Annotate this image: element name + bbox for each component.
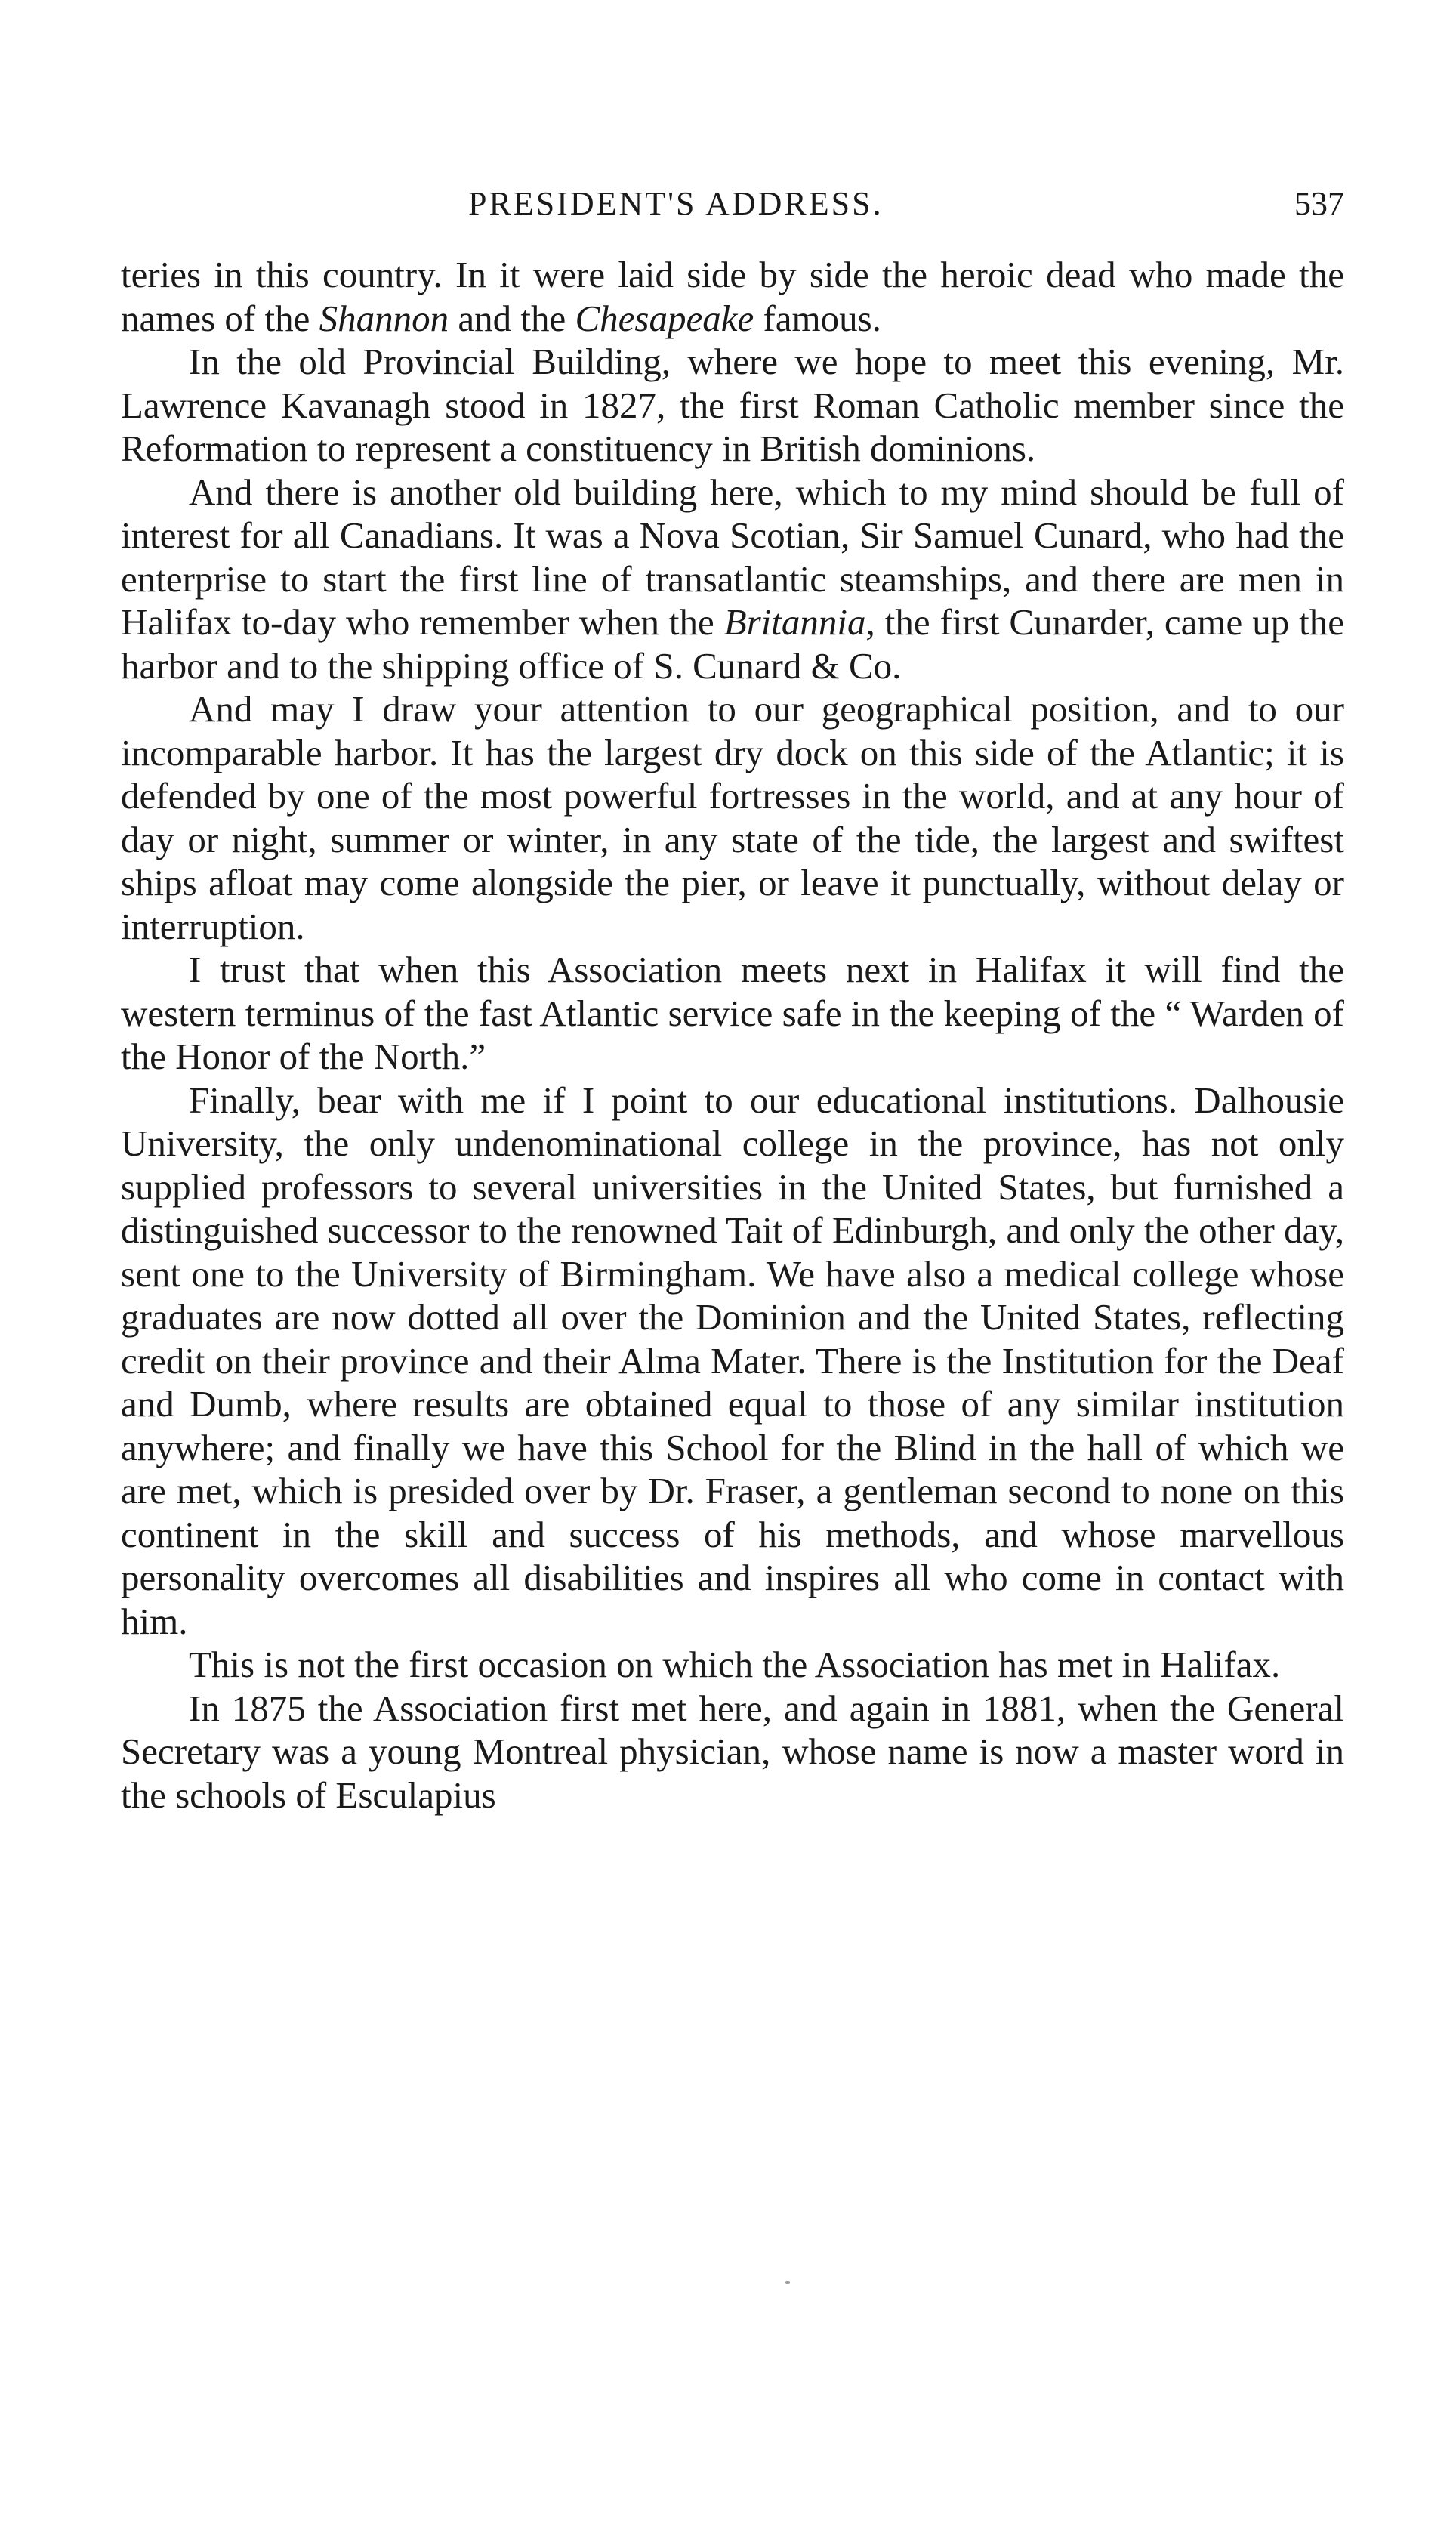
- ship-name-chesapeake: Chesapeake: [575, 297, 754, 339]
- running-head: PRESIDENT'S ADDRESS.: [468, 185, 884, 222]
- ship-name-britannia: Britannia,: [723, 601, 875, 643]
- ship-name-shannon: Shannon: [319, 297, 449, 339]
- paragraph-7: This is not the first occasion on which the Association has met in Halifax.: [189, 1644, 1281, 1685]
- text-run: the first Cunarder, came up the harbor and to the shipping office of S. Cunard & Co.: [121, 601, 1344, 687]
- page-header: [121, 181, 1344, 227]
- paragraph-3: [121, 471, 1344, 688]
- paragraph-5: I trust that when this Association meets next in Halifax it will find the western terminus of the fast Atlantic service safe in the keeping of the “ Warden of the Honor of the North.”: [121, 949, 1344, 1077]
- text-run: teries in this country. In it were laid side by side the heroic dead who made the names of the: [121, 254, 1344, 339]
- text-run: and the: [449, 297, 575, 339]
- paragraph-6: Finally, bear with me if I point to our educational institutions. Dalhousie University, the only undenominational college in the province, has not only supplied professors to several universities in the United States, but furnished a distinguished successor to the renowned Tait of Edinburgh, and only the other day, sent one to the University of Birmingham. We have also a medical college whose graduates are now dotted all over the Dominion and the United States, reflecting credit on their province and their Alma Mater. There is the Institution for the Deaf and Dumb, where results are obtained equal to those of any similar institution anywhere; and finally we have this School for the Blind in the hall of which we are met, which is presided over by Dr. Fraser, a gentleman second to none on this continent in the skill and success of his methods, and whose marvellous personality overcomes all disabilities and inspires all who come in contact with him.: [121, 1079, 1344, 1642]
- paragraph-1: [121, 253, 1344, 340]
- paragraph-8: In 1875 the Association first met here, and again in 1881, when the General Secretary was a young Montreal physician, whose name is now a master word in the schools of Esculapius: [121, 1687, 1344, 1816]
- page-number: 537: [1294, 185, 1344, 222]
- text-run: famous.: [754, 297, 881, 339]
- paragraph-4: And may I draw your attention to our geographical position, and to our incomparable harbor. It has the largest dry dock on this side of the Atlantic; it is defended by one of the most powerful fortresses in the world, and at any hour of day or night, summer or winter, in any state of the tide, the largest and swiftest ships afloat may come alongside the pier, or leave it punctually, without delay or interruption.: [121, 688, 1344, 947]
- paragraph-2: In the old Provincial Building, where we hope to meet this evening, Mr. Lawrence Kavanagh stood in 1827, the first Roman Catholic member since the Reformation to represent a constituency in British dominions.: [121, 341, 1344, 469]
- paper-speck: [785, 2281, 790, 2284]
- text-run: And there is another old building here, which to my mind should be full of interest for all Canadians. It was a Nova Scotian, Sir Samuel Cunard, who had the enterprise to start the first line of transatlantic steamships, and there are men in Halifax to-day who remember when the: [121, 471, 1344, 643]
- body-text: [121, 253, 1344, 1817]
